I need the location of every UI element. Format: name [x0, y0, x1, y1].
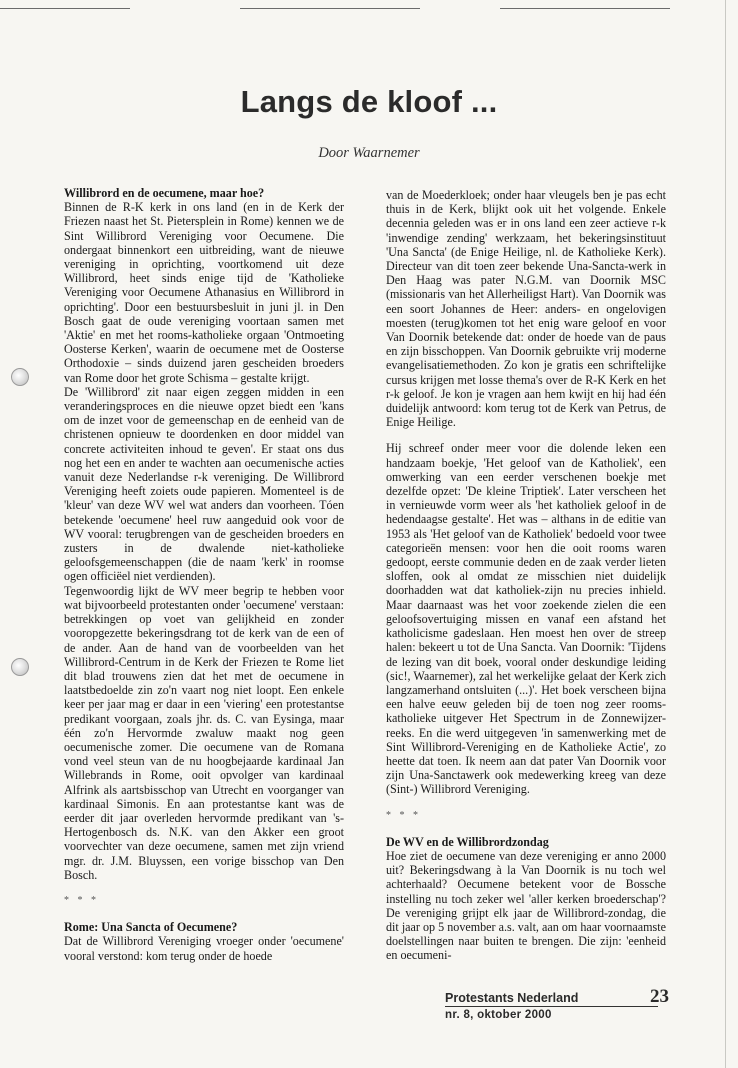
punch-hole-icon	[11, 368, 29, 386]
article-author: Door Waarnemer	[318, 145, 420, 161]
article-title: Langs de kloof ...	[240, 84, 498, 119]
section-divider: * * *	[386, 809, 421, 821]
paragraph: Hij schreef onder meer voor die dolende leken een handzaam boekje, 'Het geloof van de Katholiek', een omwerking van een eerder verschenen boekje met dezelfde opzet: 'De kleine Triptiek'. Later verscheen het in vernieuwde vorm weer als 'het katholiek geloof in de hedendaagse gestalte'. Het was – althans in de editie van 1953 als 'Het geloof van de Katholiek' bedoeld voor twee categorieën mensen: voor hen die ooit rooms waren gedoopt, eerste communie deden en de zaak verder lieten sloffen, ook al omdat ze misschien niet duidelijk doorhadden wat dat katholiek-zijn nu precies inhield. Maar daarnaast was het voor zoekende zielen die een geloofsovertuiging missen en vanaf een afstand het katholicisme gadeslaan. Hen moest hen over de streep halen: bekeert u tot de Una Sancta. Van Doornik: 'Tijdens de lezing van dit boek, vooral onder deskundige leiding (sic!, Waarnemer), zal het werkelijke gelaat der Kerk zich langzamerhand ontsluiten (...)'. Het boek verscheen bijna een halve eeuw geleden bij de toen nog zeer rooms-katholieke uitgever Het Spectrum in de Zonnewijzer-reeks. En die werd uitgegeven 'in samenwerking met de Sint Willibrord-Vereniging en de Katholieke Actie', zo heette dat toen. Ik neem aan dat pater Van Doornik voor zijn Una-Sanctawerk ook medewerking kreeg van deze (Sint-) Willibrord Vereniging.	[386, 441, 666, 797]
section-heading: De WV en de Willibrordzondag	[386, 834, 549, 849]
issue-info: nr. 8, oktober 2000	[445, 1009, 552, 1021]
page-number: 23	[650, 986, 669, 1007]
punch-hole-icon	[11, 658, 29, 676]
left-column	[64, 186, 344, 963]
paragraph: Tegenwoordig lijkt de WV meer begrip te hebben voor wat bijvoorbeeld protestanten onder 'oecumene' verstaan: betrekkingen op voet van gelijkheid en zonder vooropgezette bekeringsdrang tot de kerk van de een of de ander. Aan de hand van de voorbeelden van het Willibrord-Centrum in de Kerk der Friezen te Rome liet dit blad trouwens zien dat het met de oecumene in laatstbedoelde zin zo'n vaart nog niet loopt. Een enkele keer per jaar mag er daar in een 'viering' een protestantse predikant voorgaan, zoals jhr. ds. C. van Eysinga, maar één zo'n Hervormde zwaluw maakt nog geen oecumenische zomer. Die oecumene van de Romana vond veel steun van de nu hoogbejaarde kardinaal Jan Willebrands in Rome, ooit opvolger van kardinaal Alfrink als aartsbisschop van Utrecht en voorganger van kardinaal Simonis. En aan protestantse kant was de eerder dit jaar overleden hervormde predikant van 's-Hertogenbosch ds. N.K. van den Akker een groot voorvechter van deze oecumene, samen met zijn vriend mgr. dr. J.M. Bluyssen, een vorige bisschop van Den Bosch.	[64, 583, 344, 882]
section-heading: Rome: Una Sancta of Oecumene?	[64, 920, 238, 935]
paragraph: van de Moederkloek; onder haar vleugels ben je pas echt thuis in de Kerk, blijkt ook uit het volgende. Enkele decennia geleden was er in ons land een zeer actieve r-k 'inwendige zending' werkzaam, het bekeringsinstituut 'Una Sancta' (de Enige Heilige, nl. de Katholieke Kerk). Directeur van dit toen zeer bekende Una-Sancta-werk in Den Haag was pater N.G.M. van Doornik MSC (missionaris van het Allerheiligst Hart). Van Doornik was een soort Johannes de Heer: anders- en ongelovigen moesten (terug)komen tot het enig ware geloof en voor Van Doornik betekende dat: onder de hoede van de paus en zijn bisschoppen. Van Doornik gebruikte vrij moderne evangelisatiemethoden. Zo kon je gratis een schriftelijke cursus krijgen met losse thema's over de R-K Kerk en het r-k geloof. Je kon je vragen aan hem kwijt en hij had één duidelijk antwoord: kom terug tot de Kerk van Petrus, de Enige Heilige.	[386, 188, 666, 430]
scan-edge-line	[500, 8, 670, 9]
paragraph: Hoe ziet de oecumene van deze vereniging er anno 2000 uit? Bekeringsdwang à la Van Doornik is nu toch wel achterhaald? Oecumene betekent voor de Bossche instelling nu toch zeker wel 'aller kerken broederschap'? De vereniging grijpt elk jaar de Willibrord-zondag, die dit jaar op 5 november a.s. valt, aan om haar voornaamste doelstellingen naar buiten te brengen. Die zijn: 'eenheid en oecumeni-	[386, 848, 666, 963]
paragraph: De 'Willibrord' zit naar eigen zeggen midden in een veranderingsproces en die nieuwe opzet biedt een 'kans om de inzet voor de gemeenschap en de eenheid van de christenen opnieuw te doordenken en door middel van concrete activiteiten inhoud te geven'. Er staat ons dus nog het een en ander te wachten aan oecumenische acties vanuit deze Nederlandse r-k vereniging. De Willibrord Vereniging heeft zoiets oude papieren. Momenteel is de 'kleur' van deze WV wel wat anders dan voorheen. Tóen betekende 'oecumene' heel ruw aangeduid ook voor de WV vooral: terugbrengen van de gescheiden broeders en zusters in de dwalende niet-katholieke geloofsgemeenschappen (die de naam 'kerk' in roomse ogen officiëel niet verdienden).	[64, 384, 344, 584]
page-footer	[445, 989, 658, 1021]
right-column	[386, 188, 666, 963]
scan-edge-line	[240, 8, 420, 9]
paragraph: Binnen de R-K kerk in ons land (en in de Kerk der Friezen naast het St. Pietersplein in Rome) kennen we de Sint Willibrord Vereniging voor Oecumene. Die ondergaat binnenkort een uitbreiding, want de nieuwe vereniging in oprichting, voortkomend uit deze Willibrord, heet sinds enige tijd de 'Katholieke Vereniging voor Oecumene Athanasius en Willibrord in oprichting'. Door een bestuursbesluit in juni jl. in Den Bosch gaat de oude vereniging voortaan samen met 'Aktie' en met het rooms-katholieke orgaan 'Ontmoeting Oosterse Kerken', waarin de oecumene met de Oosterse Orthodoxie – sinds duizend jaren gescheiden broeders van Rome door het grote Schisma – gestalte krijgt.	[64, 200, 344, 385]
section-divider: * * *	[64, 894, 99, 906]
scan-edge-line	[0, 8, 130, 9]
paragraph: Dat de Willibrord Vereniging vroeger onder 'oecumene' vooral verstond: kom terug onder de hoede	[64, 934, 344, 963]
section-heading: Willibrord en de oecumene, maar hoe?	[64, 186, 265, 200]
publication-name: Protestants Nederland	[445, 991, 658, 1007]
